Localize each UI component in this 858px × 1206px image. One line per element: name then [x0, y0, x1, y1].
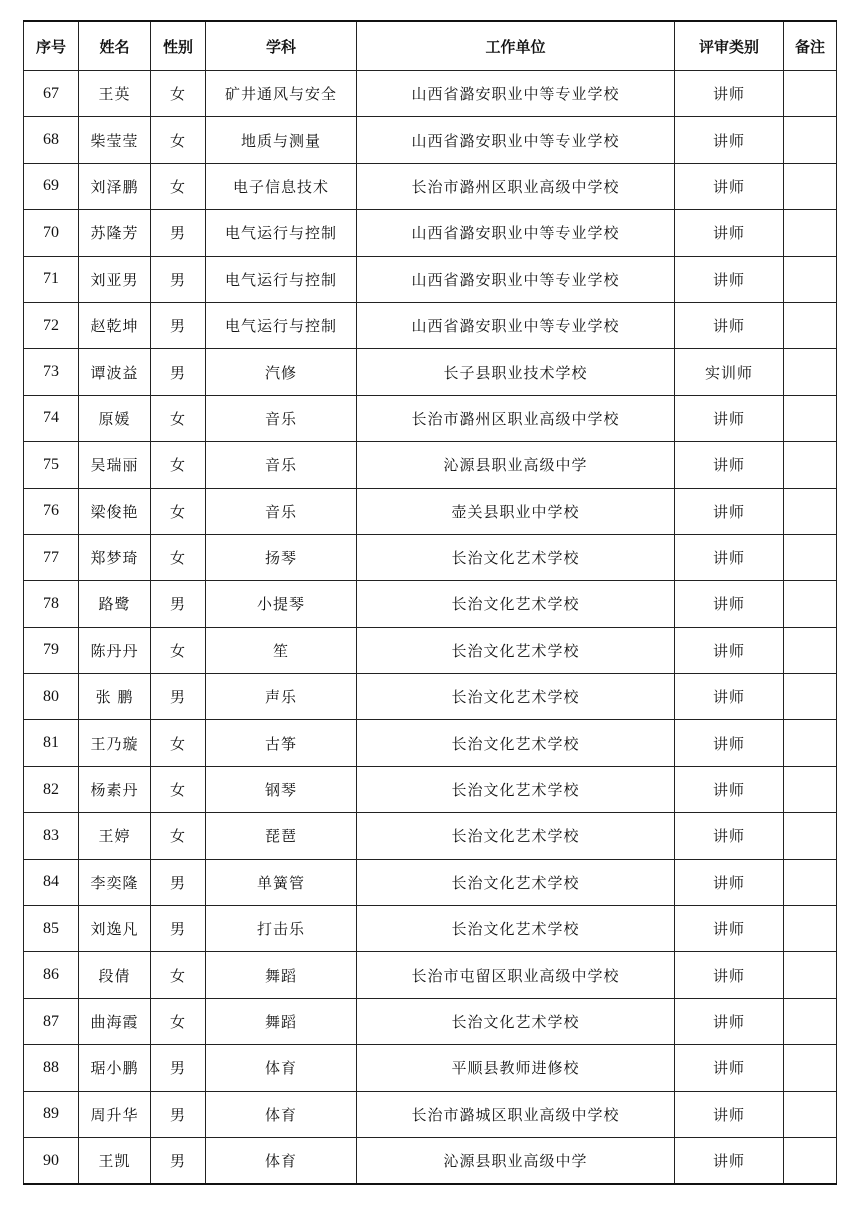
table-row	[24, 302, 837, 348]
cell-name: 李奕隆	[79, 859, 151, 905]
cell-gender: 女	[151, 117, 206, 163]
cell-category: 讲师	[675, 117, 784, 163]
cell-category: 讲师	[675, 859, 784, 905]
cell-category: 讲师	[675, 488, 784, 534]
cell-subject: 琵琶	[206, 813, 357, 859]
table-row	[24, 859, 837, 905]
cell-remark	[784, 952, 837, 998]
cell-no: 80	[24, 674, 79, 720]
cell-gender: 女	[151, 998, 206, 1044]
cell-gender: 女	[151, 395, 206, 441]
cell-remark	[784, 210, 837, 256]
cell-category: 讲师	[675, 720, 784, 766]
table-row	[24, 581, 837, 627]
cell-gender: 女	[151, 627, 206, 673]
table-row	[24, 952, 837, 998]
cell-remark	[784, 349, 837, 395]
cell-name: 王英	[79, 71, 151, 117]
cell-subject: 体育	[206, 1045, 357, 1091]
table-row	[24, 998, 837, 1044]
cell-name: 刘泽鹏	[79, 163, 151, 209]
cell-employer: 长治市屯留区职业高级中学校	[357, 952, 675, 998]
cell-no: 73	[24, 349, 79, 395]
cell-gender: 女	[151, 442, 206, 488]
cell-remark	[784, 998, 837, 1044]
cell-remark	[784, 488, 837, 534]
cell-gender: 男	[151, 1045, 206, 1091]
cell-no: 88	[24, 1045, 79, 1091]
cell-name: 吴瑞丽	[79, 442, 151, 488]
cell-name: 段倩	[79, 952, 151, 998]
table-row	[24, 210, 837, 256]
cell-subject: 地质与测量	[206, 117, 357, 163]
table-body	[24, 71, 837, 1185]
cell-employer: 山西省潞安职业中等专业学校	[357, 302, 675, 348]
cell-gender: 男	[151, 256, 206, 302]
cell-no: 70	[24, 210, 79, 256]
cell-no: 83	[24, 813, 79, 859]
cell-category: 讲师	[675, 302, 784, 348]
cell-remark	[784, 256, 837, 302]
cell-subject: 声乐	[206, 674, 357, 720]
cell-remark	[784, 442, 837, 488]
cell-name: 曲海霞	[79, 998, 151, 1044]
table-row	[24, 163, 837, 209]
cell-gender: 男	[151, 1137, 206, 1184]
header-remark: 备注	[784, 21, 837, 71]
cell-category: 讲师	[675, 906, 784, 952]
cell-category: 讲师	[675, 674, 784, 720]
cell-gender: 男	[151, 210, 206, 256]
cell-remark	[784, 1091, 837, 1137]
cell-employer: 长治文化艺术学校	[357, 813, 675, 859]
cell-category: 讲师	[675, 1091, 784, 1137]
cell-remark	[784, 534, 837, 580]
cell-subject: 电气运行与控制	[206, 210, 357, 256]
table-row	[24, 627, 837, 673]
cell-gender: 女	[151, 163, 206, 209]
table-row	[24, 1091, 837, 1137]
cell-category: 讲师	[675, 952, 784, 998]
table-row	[24, 71, 837, 117]
cell-name: 赵乾坤	[79, 302, 151, 348]
header-category: 评审类别	[675, 21, 784, 71]
table-row	[24, 813, 837, 859]
cell-employer: 山西省潞安职业中等专业学校	[357, 210, 675, 256]
cell-employer: 长治市潞州区职业高级中学校	[357, 163, 675, 209]
cell-remark	[784, 1137, 837, 1184]
cell-gender: 男	[151, 674, 206, 720]
cell-subject: 音乐	[206, 442, 357, 488]
cell-category: 讲师	[675, 627, 784, 673]
cell-name: 柴莹莹	[79, 117, 151, 163]
cell-subject: 舞蹈	[206, 952, 357, 998]
cell-subject: 音乐	[206, 488, 357, 534]
cell-gender: 男	[151, 302, 206, 348]
cell-no: 77	[24, 534, 79, 580]
cell-employer: 长治文化艺术学校	[357, 906, 675, 952]
table-row	[24, 442, 837, 488]
cell-gender: 女	[151, 488, 206, 534]
cell-gender: 男	[151, 581, 206, 627]
cell-category: 讲师	[675, 766, 784, 812]
cell-subject: 电气运行与控制	[206, 302, 357, 348]
cell-subject: 电子信息技术	[206, 163, 357, 209]
cell-remark	[784, 395, 837, 441]
cell-no: 72	[24, 302, 79, 348]
table-row	[24, 488, 837, 534]
cell-name: 王乃璇	[79, 720, 151, 766]
cell-employer: 长治市潞州区职业高级中学校	[357, 395, 675, 441]
cell-category: 讲师	[675, 163, 784, 209]
cell-employer: 长治市潞城区职业高级中学校	[357, 1091, 675, 1137]
cell-category: 讲师	[675, 581, 784, 627]
cell-no: 84	[24, 859, 79, 905]
cell-remark	[784, 1045, 837, 1091]
cell-remark	[784, 117, 837, 163]
table-row	[24, 674, 837, 720]
cell-no: 85	[24, 906, 79, 952]
table-row	[24, 256, 837, 302]
cell-no: 79	[24, 627, 79, 673]
cell-remark	[784, 766, 837, 812]
cell-category: 讲师	[675, 1045, 784, 1091]
cell-gender: 女	[151, 71, 206, 117]
cell-employer: 长治文化艺术学校	[357, 859, 675, 905]
cell-gender: 男	[151, 859, 206, 905]
cell-category: 讲师	[675, 813, 784, 859]
cell-subject: 汽修	[206, 349, 357, 395]
cell-employer: 山西省潞安职业中等专业学校	[357, 117, 675, 163]
cell-subject: 钢琴	[206, 766, 357, 812]
roster-sheet	[23, 20, 836, 1185]
cell-name: 郑梦琦	[79, 534, 151, 580]
cell-name: 王婷	[79, 813, 151, 859]
cell-name: 梁俊艳	[79, 488, 151, 534]
cell-gender: 女	[151, 813, 206, 859]
cell-subject: 电气运行与控制	[206, 256, 357, 302]
table-row	[24, 720, 837, 766]
cell-no: 76	[24, 488, 79, 534]
cell-gender: 男	[151, 906, 206, 952]
cell-remark	[784, 163, 837, 209]
cell-subject: 单簧管	[206, 859, 357, 905]
cell-employer: 长子县职业技术学校	[357, 349, 675, 395]
cell-name: 杨素丹	[79, 766, 151, 812]
header-gender: 性别	[151, 21, 206, 71]
cell-employer: 长治文化艺术学校	[357, 998, 675, 1044]
cell-employer: 长治文化艺术学校	[357, 720, 675, 766]
cell-gender: 女	[151, 952, 206, 998]
cell-category: 讲师	[675, 1137, 784, 1184]
cell-employer: 山西省潞安职业中等专业学校	[357, 256, 675, 302]
cell-category: 讲师	[675, 998, 784, 1044]
cell-remark	[784, 813, 837, 859]
table-row	[24, 534, 837, 580]
cell-gender: 女	[151, 766, 206, 812]
cell-employer: 山西省潞安职业中等专业学校	[357, 71, 675, 117]
cell-subject: 舞蹈	[206, 998, 357, 1044]
header-subject: 学科	[206, 21, 357, 71]
cell-remark	[784, 674, 837, 720]
cell-gender: 女	[151, 534, 206, 580]
cell-no: 74	[24, 395, 79, 441]
cell-subject: 笙	[206, 627, 357, 673]
table-header	[24, 21, 837, 71]
cell-remark	[784, 581, 837, 627]
cell-subject: 古筝	[206, 720, 357, 766]
table-row	[24, 1045, 837, 1091]
cell-name: 周升华	[79, 1091, 151, 1137]
cell-remark	[784, 859, 837, 905]
cell-no: 82	[24, 766, 79, 812]
cell-name: 陈丹丹	[79, 627, 151, 673]
cell-name: 路鹭	[79, 581, 151, 627]
cell-subject: 扬琴	[206, 534, 357, 580]
cell-no: 75	[24, 442, 79, 488]
table-row	[24, 117, 837, 163]
cell-category: 讲师	[675, 71, 784, 117]
cell-remark	[784, 302, 837, 348]
table-row	[24, 906, 837, 952]
cell-employer: 长治文化艺术学校	[357, 534, 675, 580]
cell-gender: 男	[151, 1091, 206, 1137]
cell-employer: 长治文化艺术学校	[357, 674, 675, 720]
header-employer: 工作单位	[357, 21, 675, 71]
cell-subject: 打击乐	[206, 906, 357, 952]
table-row	[24, 349, 837, 395]
cell-gender: 男	[151, 349, 206, 395]
cell-category: 讲师	[675, 210, 784, 256]
cell-no: 78	[24, 581, 79, 627]
cell-remark	[784, 627, 837, 673]
cell-category: 讲师	[675, 256, 784, 302]
cell-employer: 长治文化艺术学校	[357, 581, 675, 627]
cell-name: 张 鹏	[79, 674, 151, 720]
cell-category: 讲师	[675, 534, 784, 580]
cell-subject: 体育	[206, 1137, 357, 1184]
cell-employer: 平顺县教师进修校	[357, 1045, 675, 1091]
cell-no: 69	[24, 163, 79, 209]
cell-remark	[784, 906, 837, 952]
cell-name: 刘逸凡	[79, 906, 151, 952]
cell-no: 86	[24, 952, 79, 998]
table-row	[24, 395, 837, 441]
cell-subject: 音乐	[206, 395, 357, 441]
cell-category: 实训师	[675, 349, 784, 395]
cell-subject: 矿井通风与安全	[206, 71, 357, 117]
cell-gender: 女	[151, 720, 206, 766]
cell-category: 讲师	[675, 395, 784, 441]
cell-remark	[784, 720, 837, 766]
table-row	[24, 766, 837, 812]
cell-no: 89	[24, 1091, 79, 1137]
cell-name: 刘亚男	[79, 256, 151, 302]
cell-no: 87	[24, 998, 79, 1044]
cell-no: 71	[24, 256, 79, 302]
cell-employer: 长治文化艺术学校	[357, 766, 675, 812]
header-row	[24, 21, 837, 71]
roster-table	[23, 20, 837, 1185]
cell-employer: 沁源县职业高级中学	[357, 442, 675, 488]
cell-name: 琚小鹏	[79, 1045, 151, 1091]
cell-employer: 壶关县职业中学校	[357, 488, 675, 534]
cell-no: 67	[24, 71, 79, 117]
cell-name: 原媛	[79, 395, 151, 441]
cell-name: 王凯	[79, 1137, 151, 1184]
cell-no: 90	[24, 1137, 79, 1184]
cell-no: 68	[24, 117, 79, 163]
cell-category: 讲师	[675, 442, 784, 488]
cell-name: 苏隆芳	[79, 210, 151, 256]
cell-subject: 体育	[206, 1091, 357, 1137]
cell-employer: 沁源县职业高级中学	[357, 1137, 675, 1184]
header-no: 序号	[24, 21, 79, 71]
cell-subject: 小提琴	[206, 581, 357, 627]
cell-no: 81	[24, 720, 79, 766]
cell-name: 谭波益	[79, 349, 151, 395]
cell-employer: 长治文化艺术学校	[357, 627, 675, 673]
cell-remark	[784, 71, 837, 117]
table-row	[24, 1137, 837, 1184]
header-name: 姓名	[79, 21, 151, 71]
